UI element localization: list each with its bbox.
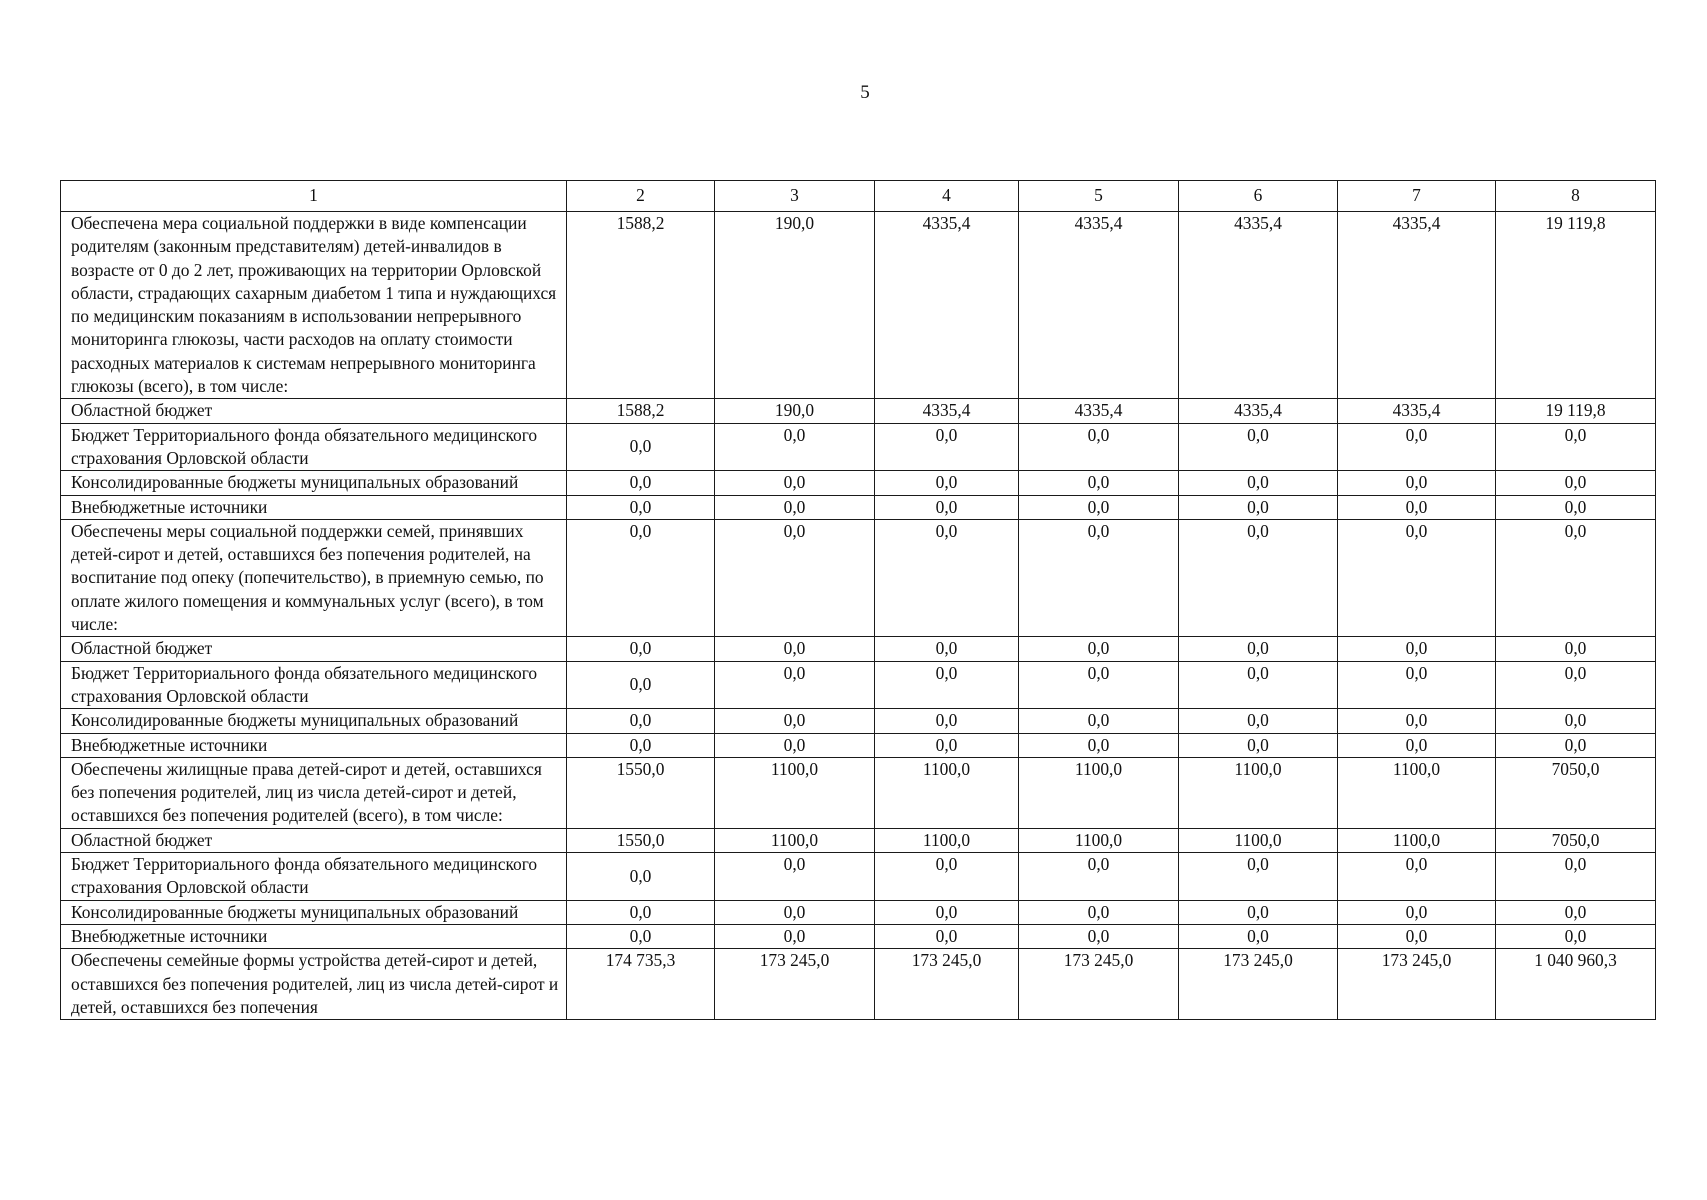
value-cell: 4335,4 (875, 399, 1019, 423)
value-cell: 0,0 (567, 471, 715, 495)
value-cell: 0,0 (715, 471, 875, 495)
value-cell: 0,0 (567, 661, 715, 709)
table-row (61, 900, 1656, 924)
value-cell: 0,0 (1338, 519, 1496, 636)
value-cell: 173 245,0 (1019, 949, 1179, 1020)
table-row (61, 423, 1656, 471)
row-label: Консолидированные бюджеты муниципальных образований (61, 900, 567, 924)
value-cell: 0,0 (715, 900, 875, 924)
value-cell: 0,0 (1496, 661, 1656, 709)
value-cell: 0,0 (715, 423, 875, 471)
table-row (61, 495, 1656, 519)
value-cell: 0,0 (875, 924, 1019, 948)
value-cell: 1100,0 (875, 828, 1019, 852)
value-cell: 7050,0 (1496, 757, 1656, 828)
table-row (61, 212, 1656, 399)
row-label: Обеспечены жилищные права детей-сирот и детей, оставшихся без попечения родителей, лиц из числа детей-сирот и детей, оставшихся без попечения родителей (всего), в том числе: (61, 757, 567, 828)
row-label: Бюджет Территориального фонда обязательного медицинского страхования Орловской области (61, 423, 567, 471)
value-cell: 0,0 (715, 733, 875, 757)
value-cell: 0,0 (1179, 519, 1338, 636)
value-cell: 1550,0 (567, 828, 715, 852)
value-cell: 1100,0 (1179, 757, 1338, 828)
table-body (61, 181, 1656, 1020)
value-cell: 0,0 (1179, 495, 1338, 519)
value-cell: 1100,0 (1338, 757, 1496, 828)
value-cell: 0,0 (875, 495, 1019, 519)
value-cell: 0,0 (715, 637, 875, 661)
value-cell: 0,0 (1496, 709, 1656, 733)
value-cell: 173 245,0 (715, 949, 875, 1020)
value-cell: 0,0 (567, 733, 715, 757)
value-cell: 1100,0 (715, 828, 875, 852)
value-cell: 0,0 (1019, 733, 1179, 757)
value-cell: 190,0 (715, 399, 875, 423)
value-cell: 0,0 (1179, 471, 1338, 495)
value-cell: 4335,4 (1338, 212, 1496, 399)
value-cell: 19 119,8 (1496, 399, 1656, 423)
value-cell: 0,0 (1496, 471, 1656, 495)
table-row (61, 853, 1656, 901)
value-cell: 0,0 (1179, 733, 1338, 757)
value-cell: 4335,4 (875, 212, 1019, 399)
value-cell: 0,0 (875, 471, 1019, 495)
value-cell: 1588,2 (567, 212, 715, 399)
value-cell: 4335,4 (1019, 399, 1179, 423)
row-label: Консолидированные бюджеты муниципальных образований (61, 709, 567, 733)
value-cell: 0,0 (1019, 900, 1179, 924)
column-number: 4 (875, 181, 1019, 212)
value-cell: 1550,0 (567, 757, 715, 828)
column-number-row (61, 181, 1656, 212)
value-cell: 173 245,0 (1338, 949, 1496, 1020)
value-cell: 0,0 (567, 900, 715, 924)
value-cell: 0,0 (1496, 519, 1656, 636)
value-cell: 0,0 (1179, 900, 1338, 924)
row-label: Областной бюджет (61, 399, 567, 423)
value-cell: 0,0 (715, 924, 875, 948)
column-number: 3 (715, 181, 875, 212)
value-cell: 0,0 (567, 423, 715, 471)
value-cell: 4335,4 (1179, 212, 1338, 399)
value-cell: 0,0 (1338, 900, 1496, 924)
table-row (61, 949, 1656, 1020)
value-cell: 0,0 (1496, 900, 1656, 924)
value-cell: 19 119,8 (1496, 212, 1656, 399)
row-label: Обеспечены семейные формы устройства детей-сирот и детей, оставшихся без попечения родителей, лиц из числа детей-сирот и детей, оставшихся без попечения (61, 949, 567, 1020)
value-cell: 0,0 (875, 661, 1019, 709)
value-cell: 1 040 960,3 (1496, 949, 1656, 1020)
column-number: 7 (1338, 181, 1496, 212)
value-cell: 0,0 (567, 637, 715, 661)
value-cell: 0,0 (567, 709, 715, 733)
value-cell: 0,0 (1496, 423, 1656, 471)
table-row (61, 661, 1656, 709)
value-cell: 0,0 (1179, 853, 1338, 901)
value-cell: 173 245,0 (875, 949, 1019, 1020)
value-cell: 0,0 (1179, 423, 1338, 471)
value-cell: 0,0 (1019, 924, 1179, 948)
value-cell: 0,0 (1338, 924, 1496, 948)
row-label: Областной бюджет (61, 828, 567, 852)
value-cell: 0,0 (715, 519, 875, 636)
value-cell: 0,0 (1179, 661, 1338, 709)
table-row (61, 637, 1656, 661)
column-number: 2 (567, 181, 715, 212)
row-label: Обеспечены меры социальной поддержки семей, принявших детей-сирот и детей, оставшихся без попечения родителей, на воспитание под опеку (попечительство), в приемную семью, по оплате жилого помещения и коммунальных услуг (всего), в том числе: (61, 519, 567, 636)
value-cell: 0,0 (1338, 423, 1496, 471)
value-cell: 4335,4 (1338, 399, 1496, 423)
value-cell: 0,0 (567, 495, 715, 519)
value-cell: 0,0 (875, 900, 1019, 924)
value-cell: 0,0 (1019, 637, 1179, 661)
value-cell: 173 245,0 (1179, 949, 1338, 1020)
value-cell: 0,0 (1338, 471, 1496, 495)
value-cell: 4335,4 (1019, 212, 1179, 399)
value-cell: 0,0 (1019, 519, 1179, 636)
value-cell: 0,0 (875, 423, 1019, 471)
table-row (61, 733, 1656, 757)
row-label: Бюджет Территориального фонда обязательного медицинского страхования Орловской области (61, 853, 567, 901)
value-cell: 0,0 (1338, 661, 1496, 709)
value-cell: 0,0 (1496, 924, 1656, 948)
column-number: 5 (1019, 181, 1179, 212)
value-cell: 1100,0 (1019, 828, 1179, 852)
column-number: 8 (1496, 181, 1656, 212)
value-cell: 1100,0 (715, 757, 875, 828)
value-cell: 4335,4 (1179, 399, 1338, 423)
value-cell: 7050,0 (1496, 828, 1656, 852)
value-cell: 0,0 (1019, 709, 1179, 733)
value-cell: 0,0 (1496, 495, 1656, 519)
value-cell: 0,0 (715, 495, 875, 519)
value-cell: 0,0 (1019, 495, 1179, 519)
value-cell: 0,0 (875, 637, 1019, 661)
value-cell: 0,0 (1496, 637, 1656, 661)
row-label: Внебюджетные источники (61, 733, 567, 757)
row-label: Бюджет Территориального фонда обязательного медицинского страхования Орловской области (61, 661, 567, 709)
value-cell: 0,0 (715, 661, 875, 709)
value-cell: 0,0 (1496, 733, 1656, 757)
value-cell: 0,0 (1179, 924, 1338, 948)
value-cell: 0,0 (1338, 637, 1496, 661)
value-cell: 0,0 (875, 709, 1019, 733)
value-cell: 0,0 (1019, 661, 1179, 709)
value-cell: 0,0 (715, 709, 875, 733)
value-cell: 0,0 (1179, 709, 1338, 733)
value-cell: 1100,0 (875, 757, 1019, 828)
value-cell: 0,0 (1019, 471, 1179, 495)
row-label: Консолидированные бюджеты муниципальных образований (61, 471, 567, 495)
value-cell: 0,0 (715, 853, 875, 901)
table-row (61, 828, 1656, 852)
value-cell: 0,0 (567, 924, 715, 948)
row-label: Внебюджетные источники (61, 495, 567, 519)
table-row (61, 709, 1656, 733)
page-number: 5 (860, 82, 870, 103)
value-cell: 0,0 (567, 853, 715, 901)
value-cell: 1588,2 (567, 399, 715, 423)
row-label: Обеспечена мера социальной поддержки в виде компенсации родителям (законным представителям) детей-инвалидов в возрасте от 0 до 2 лет, проживающих на территории Орловской области, страдающих сахарным диабетом 1 типа и нуждающихся по медицинским показаниям в использовании непрерывного мониторинга глюкозы, части расходов на оплату стоимости расходных материалов к системам непрерывного мониторинга глюкозы (всего), в том числе: (61, 212, 567, 399)
table-row (61, 924, 1656, 948)
row-label: Областной бюджет (61, 637, 567, 661)
budget-table (60, 180, 1656, 1020)
value-cell: 0,0 (875, 733, 1019, 757)
value-cell: 1100,0 (1019, 757, 1179, 828)
value-cell: 0,0 (1019, 853, 1179, 901)
value-cell: 0,0 (1179, 637, 1338, 661)
table-row (61, 471, 1656, 495)
value-cell: 0,0 (1496, 853, 1656, 901)
column-number: 6 (1179, 181, 1338, 212)
column-number: 1 (61, 181, 567, 212)
value-cell: 1100,0 (1179, 828, 1338, 852)
value-cell: 0,0 (875, 519, 1019, 636)
table-row (61, 757, 1656, 828)
value-cell: 0,0 (1019, 423, 1179, 471)
value-cell: 1100,0 (1338, 828, 1496, 852)
table-row (61, 519, 1656, 636)
value-cell: 0,0 (567, 519, 715, 636)
value-cell: 0,0 (1338, 853, 1496, 901)
value-cell: 0,0 (1338, 733, 1496, 757)
table-row (61, 399, 1656, 423)
value-cell: 0,0 (875, 853, 1019, 901)
value-cell: 0,0 (1338, 495, 1496, 519)
value-cell: 190,0 (715, 212, 875, 399)
row-label: Внебюджетные источники (61, 924, 567, 948)
value-cell: 0,0 (1338, 709, 1496, 733)
value-cell: 174 735,3 (567, 949, 715, 1020)
